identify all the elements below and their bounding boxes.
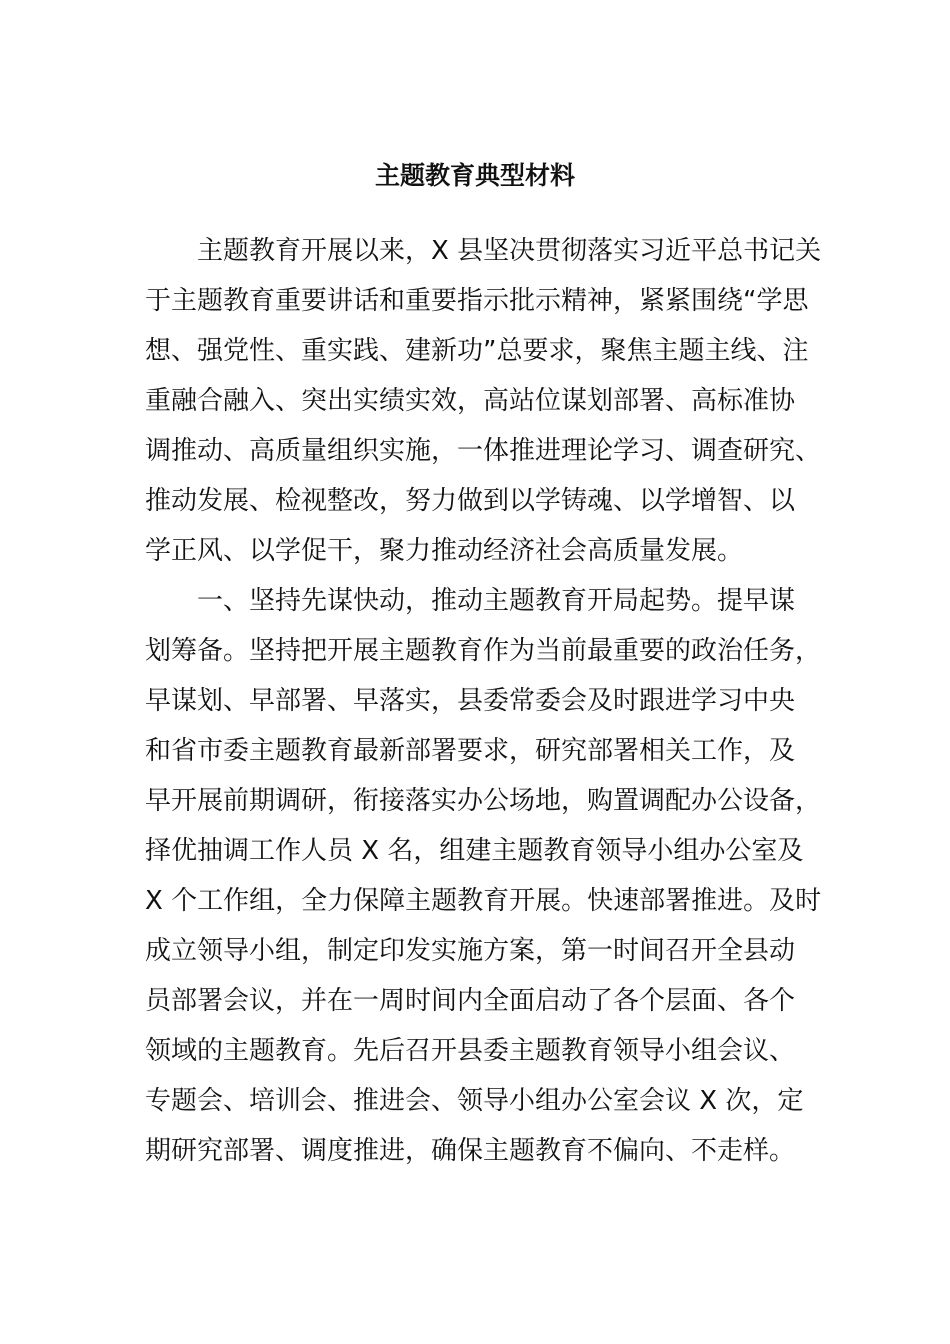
text-line: 重融合融入、突出实绩实效，高站位谋划部署、高标准协: [145, 386, 796, 416]
document-body: [145, 226, 822, 1176]
text-line: 想、强党性、重实践、建新功”总要求，聚焦主题主线、注: [145, 336, 809, 366]
text-line: 专题会、培训会、推进会、领导小组办公室会议 X 次，定: [145, 1086, 804, 1116]
text-line: 主题教育开展以来，X 县坚决贯彻落实习近平总书记关: [197, 236, 822, 266]
text-line: 学正风、以学促干，聚力推动经济社会高质量发展。: [145, 536, 744, 566]
text-line: 推动发展、检视整改，努力做到以学铸魂、以学增智、以: [145, 486, 796, 516]
paragraph-section-one: [145, 576, 822, 1176]
text-line: 调推动、高质量组织实施，一体推进理论学习、调查研究、: [145, 436, 822, 466]
text-line: 员部署会议，并在一周时间内全面启动了各个层面、各个: [145, 986, 796, 1016]
document-title: 主题教育典型材料: [374, 161, 575, 190]
text-line: 一、坚持先谋快动，推动主题教育开局起势。提早谋: [197, 586, 796, 616]
text-line: 领域的主题教育。先后召开县委主题教育领导小组会议、: [145, 1036, 796, 1066]
text-line: 择优抽调工作人员 X 名，组建主题教育领导小组办公室及: [145, 836, 804, 866]
text-line: 成立领导小组，制定印发实施方案，第一时间召开全县动: [145, 936, 796, 966]
text-line: 早谋划、早部署、早落实，县委常委会及时跟进学习中央: [145, 686, 796, 716]
text-line: X 个工作组，全力保障主题教育开展。快速部署推进。及时: [145, 886, 822, 916]
text-line: 早开展前期调研，衔接落实办公场地，购置调配办公设备，: [145, 786, 822, 816]
text-line: 期研究部署、调度推进，确保主题教育不偏向、不走样。: [145, 1136, 796, 1166]
text-line: 划筹备。坚持把开展主题教育作为当前最重要的政治任务，: [145, 636, 822, 666]
text-line: 和省市委主题教育最新部署要求，研究部署相关工作，及: [145, 736, 796, 766]
text-line: 于主题教育重要讲话和重要指示批示精神，紧紧围绕“学思: [145, 286, 809, 316]
paragraph-intro: [145, 226, 822, 576]
